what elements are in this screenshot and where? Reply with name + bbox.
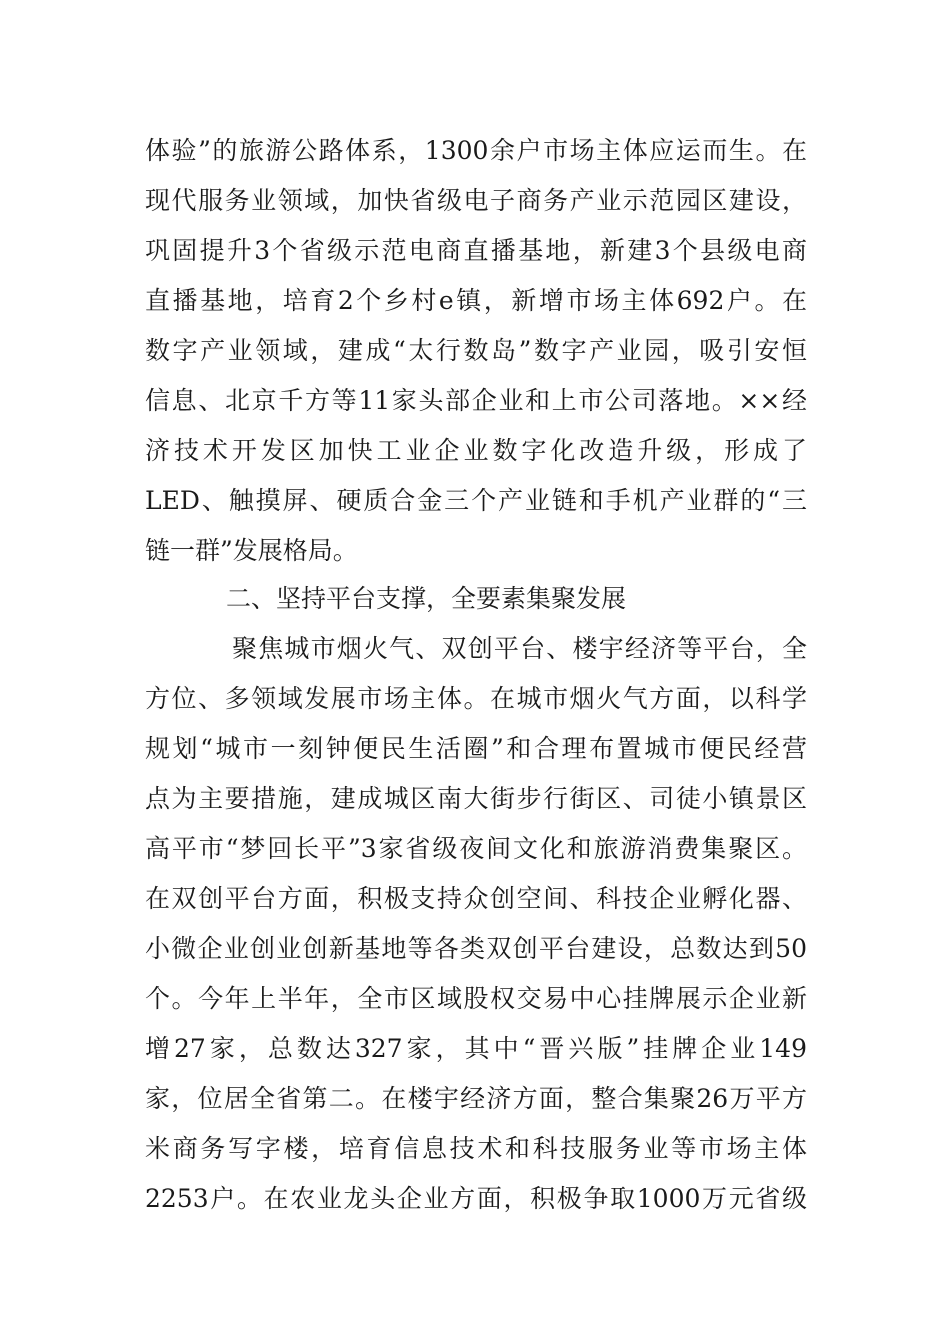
- paragraph-1-line-5: 数字产业领域，建成“太行数岛”数字产业园，吸引安恒: [145, 336, 807, 365]
- paragraph-2-line-1: 聚焦城市烟火气、双创平台、楼宇经济等平台，全: [232, 634, 807, 663]
- paragraph-2-line-5: 高平市“梦回长平”3家省级夜间文化和旅游消费集聚区。: [145, 834, 807, 863]
- paragraph-1-line-8: LED、触摸屏、硬质合金三个产业链和手机产业群的“三: [145, 486, 807, 515]
- paragraph-2-line-12: 2253户。在农业龙头企业方面，积极争取1000万元省级: [145, 1184, 807, 1213]
- paragraph-2-line-6: 在双创平台方面，积极支持众创空间、科技企业孵化器、: [145, 884, 807, 913]
- paragraph-2-line-11: 米商务写字楼，培育信息技术和科技服务业等市场主体: [145, 1134, 807, 1163]
- paragraph-1-line-9: 链一群”发展格局。: [145, 536, 358, 565]
- paragraph-1-line-3: 巩固提升3个省级示范电商直播基地，新建3个县级电商: [145, 236, 807, 265]
- paragraph-1-line-2: 现代服务业领域，加快省级电子商务产业示范园区建设，: [145, 186, 807, 215]
- paragraph-1-line-4: 直播基地，培育2个乡村e镇，新增市场主体692户。在: [145, 286, 807, 315]
- paragraph-2-line-4: 点为主要措施，建成城区南大街步行街区、司徒小镇景区: [145, 784, 807, 813]
- paragraph-2-line-7: 小微企业创业创新基地等各类双创平台建设，总数达到50: [145, 934, 807, 963]
- paragraph-2-line-3: 规划“城市一刻钟便民生活圈”和合理布置城市便民经营: [145, 734, 807, 763]
- paragraph-1-line-6: 信息、北京千方等11家头部企业和上市公司落地。××经: [145, 386, 807, 415]
- paragraph-1-line-1: 体验”的旅游公路体系，1300余户市场主体应运而生。在: [145, 136, 807, 165]
- paragraph-1-line-7: 济技术开发区加快工业企业数字化改造升级，形成了: [145, 436, 807, 465]
- paragraph-2-line-2: 方位、多领域发展市场主体。在城市烟火气方面，以科学: [145, 684, 807, 713]
- section-heading: 二、坚持平台支撑，全要素集聚发展: [226, 584, 627, 613]
- paragraph-2-line-10: 家，位居全省第二。在楼宇经济方面，整合集聚26万平方: [145, 1084, 807, 1113]
- paragraph-2-line-8: 个。今年上半年，全市区域股权交易中心挂牌展示企业新: [145, 984, 807, 1013]
- paragraph-2-line-9: 增27家，总数达327家，其中“晋兴版”挂牌企业149: [145, 1034, 807, 1063]
